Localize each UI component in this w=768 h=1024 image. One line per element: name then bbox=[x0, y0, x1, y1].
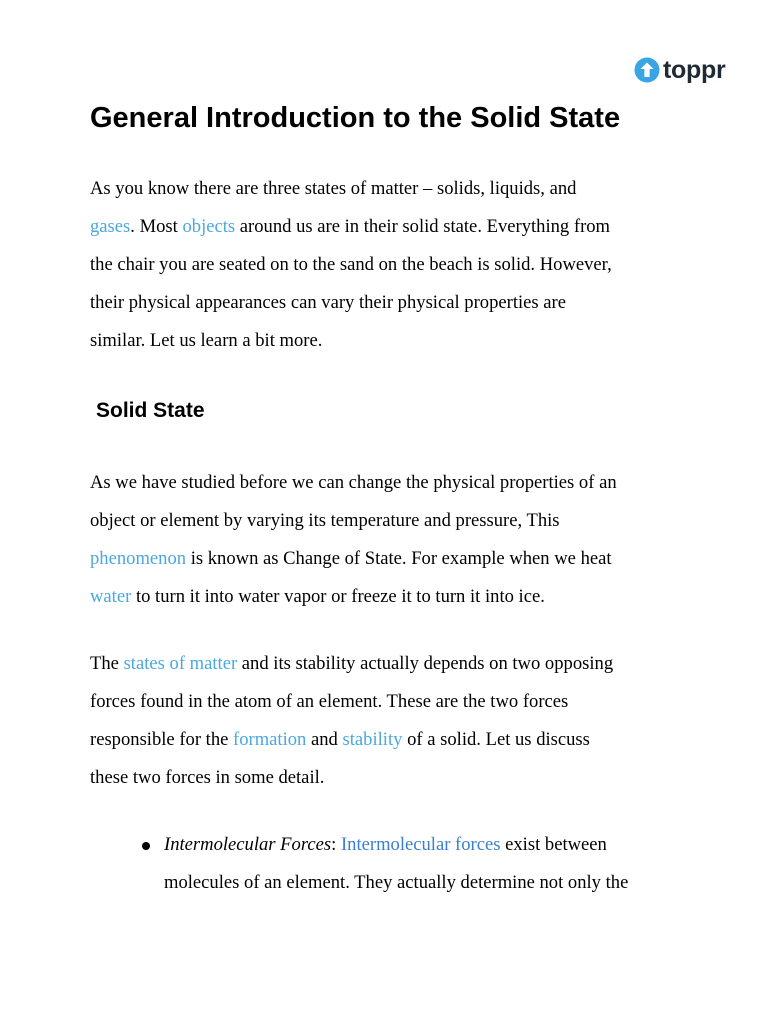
link-stability[interactable]: stability bbox=[342, 728, 403, 750]
brand-name: toppr bbox=[663, 56, 726, 84]
link-intermolecular-forces[interactable]: Intermolecular forces bbox=[340, 834, 501, 855]
toppr-logo[interactable] bbox=[634, 54, 725, 86]
text-line bbox=[90, 540, 690, 578]
text-span: to turn it into water vapor or freeze it to turn it into ice. bbox=[131, 585, 545, 607]
page-title: General Introduction to the Solid State bbox=[90, 102, 621, 134]
intro-paragraph bbox=[90, 170, 690, 360]
section-heading: Solid State bbox=[96, 399, 205, 422]
link-gases[interactable]: gases bbox=[90, 215, 131, 237]
text-line bbox=[90, 645, 690, 683]
text-span: around us are in their solid state. Everything from bbox=[235, 215, 611, 237]
text-line bbox=[90, 208, 690, 246]
bullet-text bbox=[164, 826, 704, 902]
text-span: The bbox=[90, 653, 124, 674]
text-line: As you know there are three states of matter – solids, liquids, and bbox=[90, 178, 577, 199]
link-objects[interactable]: objects bbox=[182, 215, 236, 237]
change-of-state-paragraph bbox=[90, 464, 690, 616]
text-span: is known as Change of State. For example when we heat bbox=[186, 547, 612, 569]
text-line: the chair you are seated on to the sand on the beach is solid. However, bbox=[90, 253, 612, 275]
up-arrow-circle-icon bbox=[634, 57, 660, 83]
link-states-of-matter[interactable]: states of matter bbox=[123, 653, 238, 674]
text-line: their physical appearances can vary their physical properties are bbox=[90, 291, 566, 313]
text-line bbox=[90, 578, 690, 616]
forces-paragraph bbox=[90, 645, 690, 797]
text-span: of a solid. Let us discuss bbox=[402, 728, 590, 750]
text-line bbox=[164, 826, 704, 864]
text-span: exist between bbox=[500, 834, 607, 855]
text-span: responsible for the bbox=[90, 728, 234, 750]
text-line: molecules of an element. They actually determine not only the bbox=[164, 871, 629, 893]
text-line bbox=[90, 721, 690, 759]
text-span: and bbox=[306, 728, 343, 750]
text-line: these two forces in some detail. bbox=[90, 766, 325, 788]
text-line: object or element by varying its temperature and pressure, This bbox=[90, 509, 560, 531]
link-water[interactable]: water bbox=[90, 585, 132, 607]
text-line: similar. Let us learn a bit more. bbox=[90, 329, 323, 351]
bullet-term: Intermolecular Forces bbox=[164, 834, 332, 855]
bullet-dot-icon bbox=[142, 842, 150, 850]
text-span: : bbox=[331, 834, 341, 855]
text-span: . Most bbox=[130, 215, 183, 237]
text-line: As we have studied before we can change the physical properties of an bbox=[90, 472, 617, 493]
text-span: and its stability actually depends on two opposing bbox=[237, 653, 614, 674]
text-line: forces found in the atom of an element. These are the two forces bbox=[90, 690, 569, 712]
link-formation[interactable]: formation bbox=[233, 728, 307, 750]
link-phenomenon[interactable]: phenomenon bbox=[90, 547, 187, 569]
